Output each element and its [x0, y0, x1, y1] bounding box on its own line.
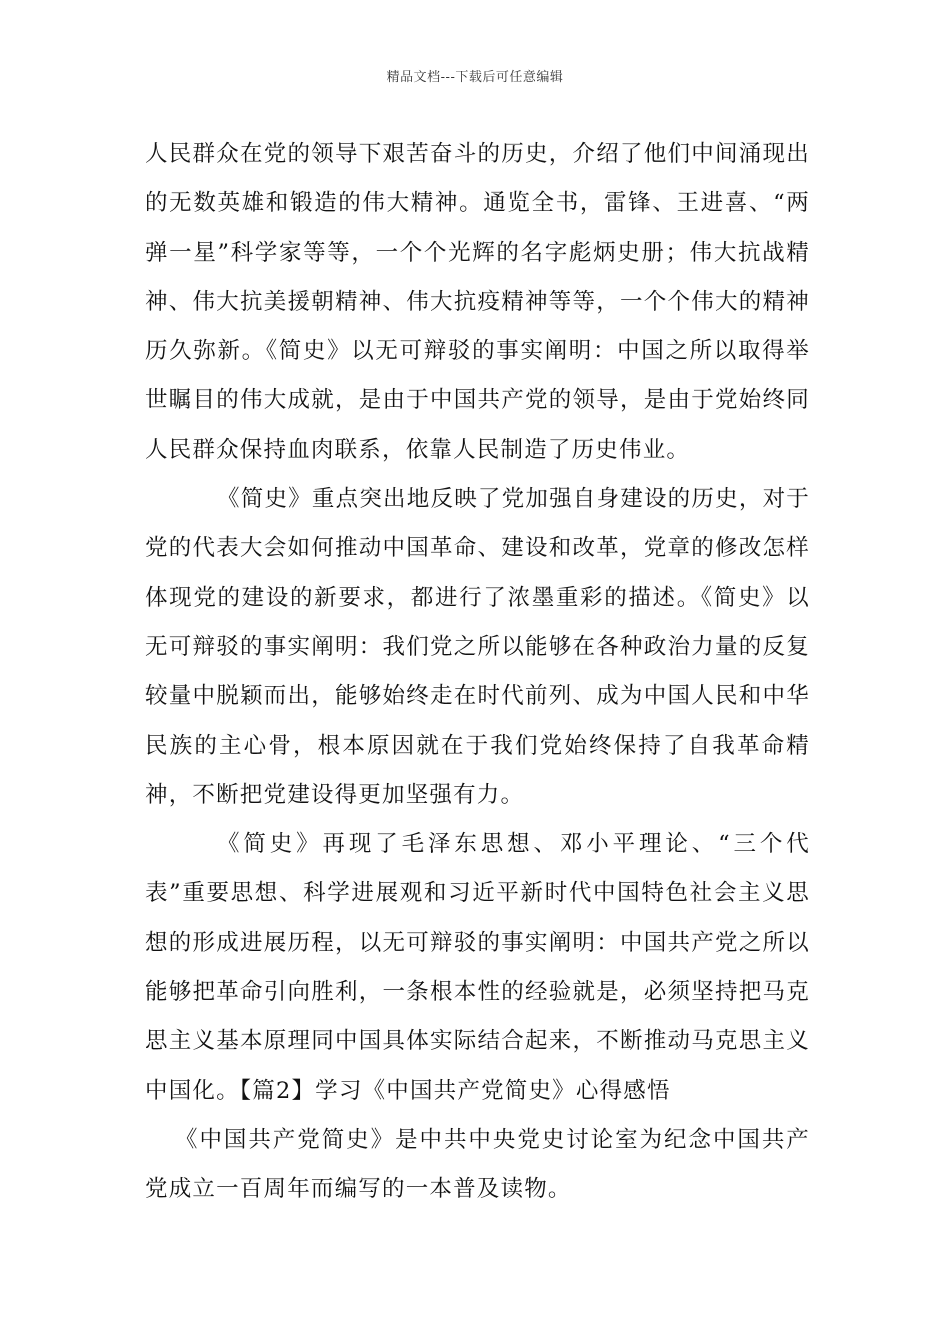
- paragraph-2: 《简史》重点突出地反映了党加强自身建设的历史，对于党的代表大会如何推动中国革命、建设和改革，党章的修改怎样体现党的建设的新要求，都进行了浓墨重彩的描述。《简史》以无可辩驳的事实阐明：我们党之所以能够在各种政治力量的反复较量中脱颖而出，能够始终走在时代前列、成为中国人民和中华民族的主心骨，根本原因就在于我们党始终保持了自我革命精神，不断把党建设得更加坚强有力。: [145, 486, 810, 808]
- page-header: 精品文档---下载后可任意编辑: [386, 70, 564, 85]
- document-body: [145, 130, 810, 1215]
- paragraph-4: 《中国共产党简史》是中共中央党史讨论室为纪念中国共产党成立一百周年而编写的一本普及读物。: [145, 1126, 810, 1203]
- paragraph-1: 人民群众在党的领导下艰苦奋斗的历史，介绍了他们中间涌现出的无数英雄和锻造的伟大精神。通览全书，雷锋、王进喜、“两弹一星”科学家等等，一个个光辉的名字彪炳史册；伟大抗战精神、伟大抗美援朝精神、伟大抗疫精神等等，一个个伟大的精神历久弥新。《简史》以无可辩驳的事实阐明：中国之所以取得举世瞩目的伟大成就，是由于中国共产党的领导，是由于党始终同人民群众保持血肉联系，依靠人民制造了历史伟业。: [145, 141, 810, 463]
- paragraph-3: 《简史》再现了毛泽东思想、邓小平理论、“三个代表”重要思想、科学进展观和习近平新时代中国特色社会主义思想的形成进展历程，以无可辩驳的事实阐明：中国共产党之所以能够把革命引向胜利，一条根本性的经验就是，必须坚持把马克思主义基本原理同中国具体实际结合起来，不断推动马克思主义中国化。【篇2】学习《中国共产党简史》心得感悟: [145, 831, 810, 1104]
